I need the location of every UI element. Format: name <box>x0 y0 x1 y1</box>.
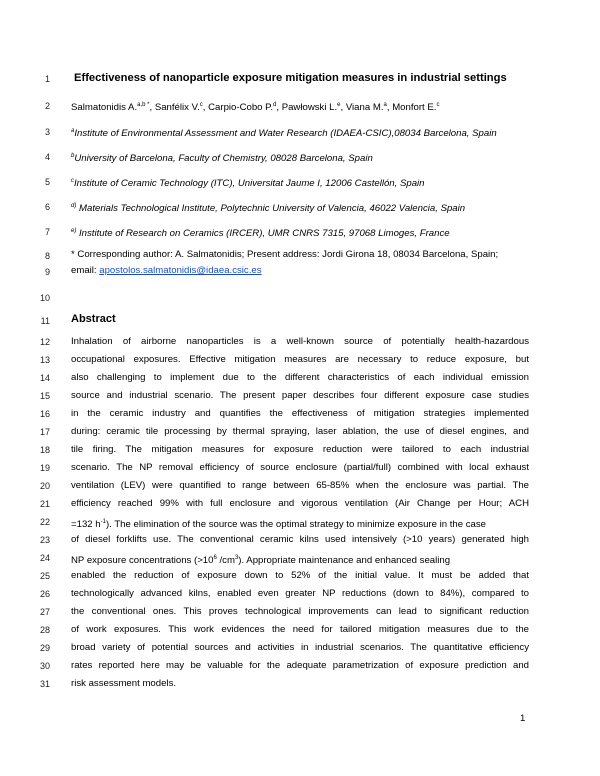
affiliation-superscript: e) <box>71 228 77 234</box>
line-number: 26 <box>39 589 50 599</box>
affiliation <box>71 225 529 240</box>
author: , Pawłowski L. <box>276 102 338 114</box>
line-number: 20 <box>39 481 50 491</box>
author-superscript: a,b * <box>137 102 150 108</box>
line-number: 19 <box>39 463 50 473</box>
abstract-line <box>71 552 529 567</box>
email-label: email: <box>71 265 100 276</box>
affiliation-text: Materials Technological Institute, Polytechnic University of Valencia, 46022 Valencia, Spain <box>76 203 466 215</box>
line-number: 9 <box>44 267 50 277</box>
affiliation-text: Institute of Research on Ceramics (IRCER), UMR CNRS 7315, 97068 Limoges, France <box>76 228 450 240</box>
superscript: 6 <box>213 555 217 561</box>
line-number: 27 <box>39 607 50 617</box>
line-number: 2 <box>44 101 50 111</box>
author-superscript: d <box>273 102 277 108</box>
author-superscript: c <box>199 102 203 108</box>
abstract-line: Inhalation of airborne nanoparticles is a well-known source of potentially health-hazardous <box>71 336 529 347</box>
corresponding-email-line <box>71 265 529 277</box>
affiliation-text: Institute of Ceramic Technology (ITC), Universitat Jaume I, 12006 Castellón, Spain <box>74 178 425 190</box>
line-number: 11 <box>40 316 50 326</box>
author: , Carpio-Cobo P. <box>202 102 274 114</box>
abstract-line: tile firing. The mitigation measures for exposure reduction were tailored to each industrial <box>71 444 529 455</box>
line-number: 10 <box>39 293 50 303</box>
affiliation <box>71 150 529 165</box>
abstract-line: broad variety of potential sources and activities in industrial scenarios. The quantitative efficiency <box>71 642 529 653</box>
affiliation <box>71 200 529 215</box>
line-number: 25 <box>39 571 50 581</box>
affiliation-superscript: c <box>71 178 74 184</box>
abstract-line: of work exposures. This work evidences the need for tailored mitigation measures due to the <box>71 624 529 635</box>
line-number: 23 <box>39 535 50 545</box>
line-number: 4 <box>44 152 50 162</box>
affiliation-superscript: a <box>71 128 75 134</box>
abstract-line: in the ceramic industry and quantifies the effectiveness of mitigation strategies implemented <box>71 408 529 419</box>
line-number: 29 <box>39 643 50 653</box>
line-number: 13 <box>39 355 50 365</box>
affiliation-superscript: b <box>71 153 75 159</box>
affiliation-superscript: d) <box>71 203 77 209</box>
line-number: 3 <box>44 127 50 137</box>
superscript: 3 <box>234 555 239 561</box>
abstract-text: NP exposure concentrations (>10 <box>71 555 214 567</box>
author: , Viana M. <box>340 102 384 114</box>
line-number: 28 <box>39 625 50 635</box>
author-superscript: c <box>436 102 440 108</box>
line-number: 14 <box>39 373 50 383</box>
author-superscript: a <box>383 102 387 108</box>
superscript: -1 <box>100 519 106 525</box>
author-superscript: e <box>337 102 341 108</box>
abstract-line: also challenging to implement due to the different characteristics of each individual emission <box>71 372 529 383</box>
author: , Monfort E. <box>386 102 437 114</box>
line-number: 16 <box>39 409 50 419</box>
line-number: 15 <box>39 391 50 401</box>
corresponding-author: * Corresponding author: A. Salmatonidis; Present address: Jordi Girona 18, 08034 Barcelona, Spain; <box>71 249 499 260</box>
author: , Sanfélix V. <box>149 102 200 114</box>
line-number: 1 <box>44 74 50 84</box>
abstract-line <box>71 516 529 531</box>
email-link[interactable]: apostolos.salmatonidis@idaea.csic.es <box>99 265 262 276</box>
affiliation-text: Institute of Environmental Assessment and Water Research (IDAEA-CSIC),08034 Barcelona, Spain <box>74 128 497 140</box>
line-number: 6 <box>44 202 50 212</box>
line-number: 31 <box>39 679 50 689</box>
abstract-line: the conventional ones. This proves technological improvements can lead to significant reduction <box>71 606 529 617</box>
abstract-heading: Abstract <box>71 313 116 325</box>
line-number: 24 <box>39 553 50 563</box>
abstract-line: scenario. The NP removal efficiency of source enclosure (partial/full) combined with local exhaust <box>71 462 529 473</box>
abstract-line: efficiency reached 99% with full enclosure and vigorous ventilation (Air Change per Hour; ACH <box>71 498 529 509</box>
abstract-line: during: ceramic tile processing by thermal spraying, laser ablation, the use of diesel engines, and <box>71 426 529 437</box>
abstract-line: occupational exposures. Effective mitigation measures are necessary to reduce exposure, but <box>71 354 529 365</box>
line-number: 22 <box>39 517 50 527</box>
affiliation-text: University of Barcelona, Faculty of Chemistry, 08028 Barcelona, Spain <box>74 153 373 165</box>
affiliation <box>71 175 529 190</box>
abstract-text: ). Appropriate maintenance and enhanced sealing <box>238 555 451 567</box>
abstract-text: =132 h <box>71 519 101 531</box>
page-number: 1 <box>520 713 526 724</box>
line-number: 18 <box>39 445 50 455</box>
abstract-text: /cm <box>216 555 235 567</box>
paper-title: Effectiveness of nanoparticle exposure mitigation measures in industrial settings <box>74 72 507 84</box>
abstract-line: enabled the reduction of exposure down to 52% of the initial value. It must be added that <box>71 570 529 581</box>
line-number: 30 <box>39 661 50 671</box>
abstract-line: technologically advanced kilns, enabled even greater NP reductions (down to 84%), compared to <box>71 588 529 599</box>
author-list <box>71 99 529 114</box>
author: Salmatonidis A. <box>71 102 138 114</box>
line-number: 7 <box>44 227 50 237</box>
abstract-line: ventilation (LEV) were quantified to range between 65-85% when the enclosure was partial. The <box>71 480 529 491</box>
line-number: 17 <box>39 427 50 437</box>
abstract-line: of diesel forklifts use. The conventional ceramic kilns used intensively (>10 years) generated high <box>71 534 529 545</box>
affiliation <box>71 125 529 140</box>
line-number: 21 <box>39 499 50 509</box>
line-number: 12 <box>39 337 50 347</box>
abstract-line: source and industrial scenario. The present paper describes four different exposure case studies <box>71 390 529 401</box>
abstract-line: rates reported here may be valuable for the adequate parametrization of exposure prediction and <box>71 660 529 671</box>
line-number: 8 <box>44 251 50 261</box>
abstract-line: risk assessment models. <box>71 678 177 689</box>
line-number: 5 <box>44 177 50 187</box>
abstract-text: ). The elimination of the source was the optimal strategy to minimize exposure in the case <box>105 519 486 531</box>
